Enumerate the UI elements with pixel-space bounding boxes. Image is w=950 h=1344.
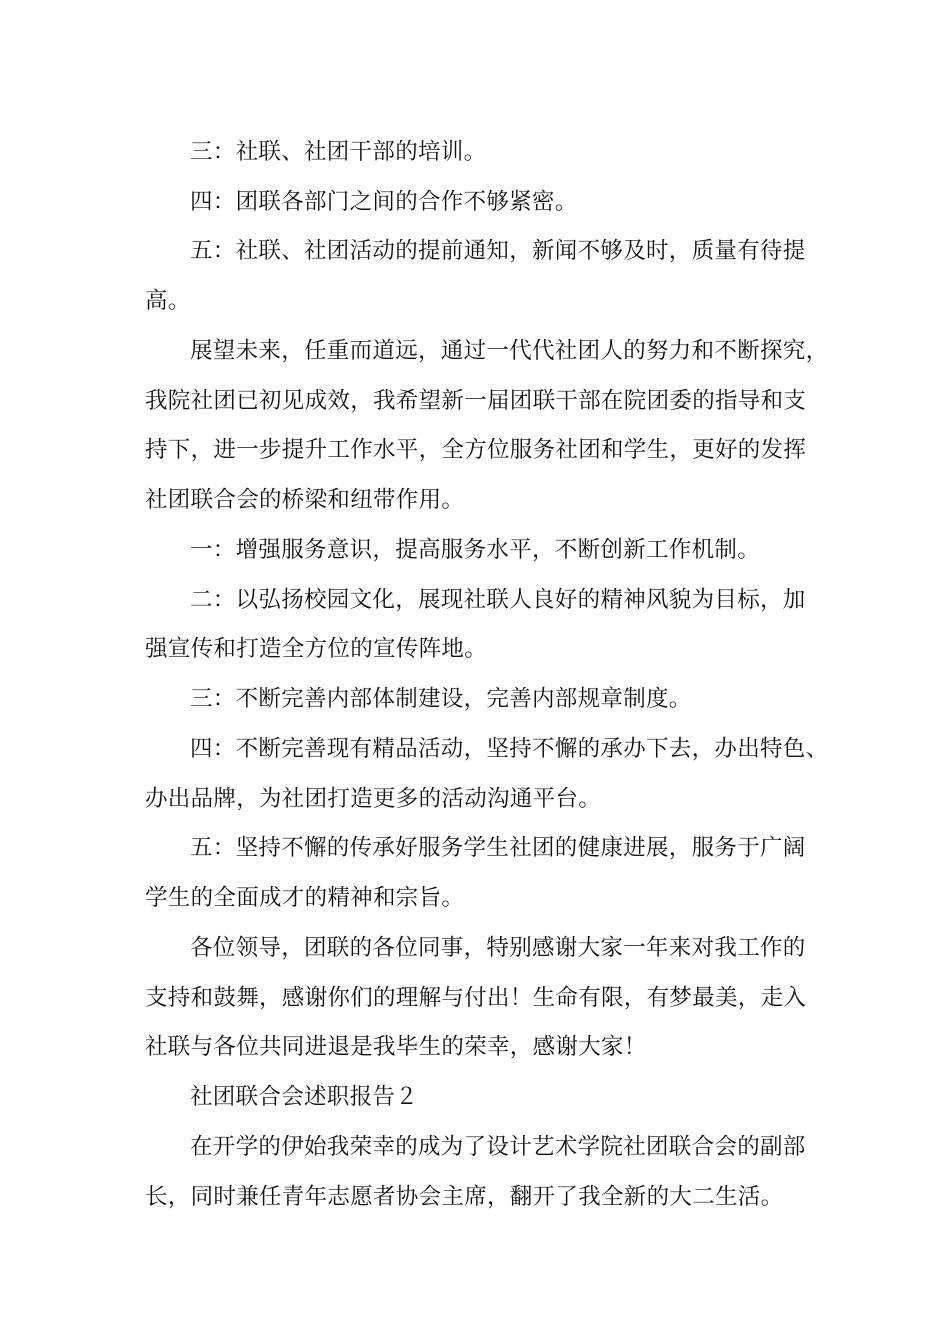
text-line: 各位领导，团联的各位同事，特别感谢大家一年来对我工作的 (190, 935, 806, 961)
text-line: 持下，进一步提升工作水平，全方位服务社团和学生，更好的发挥 (145, 437, 807, 463)
text-line: 五：社联、社团活动的提前通知，新闻不够及时，质量有待提 (190, 238, 806, 264)
text-line: 长，同时兼任青年志愿者协会主席，翻开了我全新的大二生活。 (145, 1184, 784, 1210)
text-line: 四：团联各部门之间的合作不够紧密。 (190, 189, 578, 215)
text-line: 社团联合会的桥梁和纽带作用。 (145, 487, 465, 513)
text-line: 展望未来，任重而道远，通过一代代社团人的努力和不断探究， (190, 338, 829, 364)
text-line: 强宣传和打造全方位的宣传阵地。 (145, 636, 488, 662)
text-line: 在开学的伊始我荣幸的成为了设计艺术学院社团联合会的副部 (190, 1134, 806, 1160)
text-line: 高。 (145, 288, 191, 314)
text-line: 五：坚持不懈的传承好服务学生社团的健康进展，服务于广阔 (190, 835, 806, 861)
text-line: 社联与各位共同进退是我毕生的荣幸，感谢大家！ (145, 1034, 647, 1060)
section-heading: 社团联合会述职报告２ (190, 1084, 419, 1110)
text-line: 四：不断完善现有精品活动，坚持不懈的承办下去，办出特色、 (190, 736, 829, 762)
text-line: 办出品牌，为社团打造更多的活动沟通平台。 (145, 786, 602, 812)
text-line: 支持和鼓舞，感谢你们的理解与付出！生命有限，有梦最美，走入 (145, 985, 807, 1011)
text-line: 三：不断完善内部体制建设，完善内部规章制度。 (190, 686, 692, 712)
text-line: 我院社团已初见成效，我希望新一届团联干部在院团委的指导和支 (145, 388, 807, 414)
text-line: 学生的全面成才的精神和宗旨。 (145, 885, 465, 911)
text-line: 二：以弘扬校园文化，展现社联人良好的精神风貌为目标，加 (190, 587, 806, 613)
text-line: 三：社联、社团干部的培训。 (190, 139, 487, 165)
text-line: 一：增强服务意识，提高服务水平，不断创新工作机制。 (190, 537, 761, 563)
